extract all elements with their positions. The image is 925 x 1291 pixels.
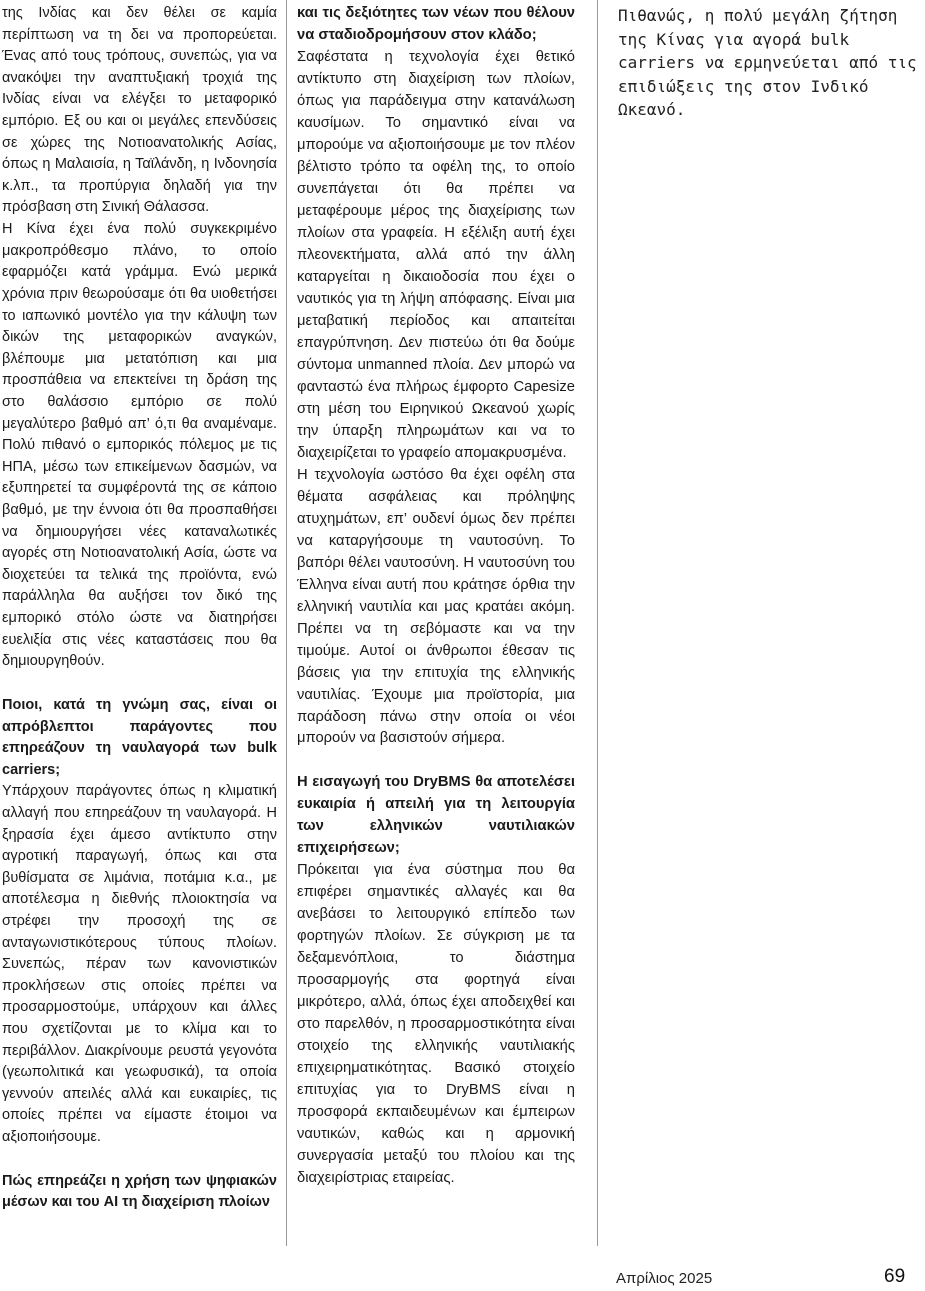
article-column-middle (297, 3, 575, 1190)
column-divider (597, 0, 598, 1246)
pull-quote: Πιθανώς, η πολύ μεγάλη ζήτηση της Κίνας για αγορά bulk carriers να ερμηνεύεται από τις επιδιώξεις της στον Ινδικό Ωκεανό. (618, 6, 917, 119)
interview-question: Η εισαγωγή του DryBMS θα αποτελέσει ευκαιρία ή απειλή για τη λειτουργία των ελληνικών ναυτιλιακών επιχειρήσεων; (297, 774, 575, 857)
column-divider (286, 0, 287, 1246)
paragraph: Η Κίνα έχει ένα πολύ συγκεκριμένο μακροπρόθεσμο πλάνο, το οποίο εφαρμόζει κατά γράμμα. Ενώ μερικά χρόνια πριν θεωρούσαμε ότι θα υιοθετήσει το ιαπωνικό μοντέλο για την κάλυψη των δικών της μεταφορικών αναγκών, βλέπουμε μια μετατόπιση και μια προσπάθεια να επεκτείνει τη δράση της στο θαλάσσιο εμπόριο σε πολύ μεγαλύτερο βαθμό απ’ ό,τι θα αναμέναμε. Πολύ πιθανό ο εμπορικός πόλεμος με τις ΗΠΑ, μέσω των επικείμενων δασμών, να εξυπηρετεί τα συμφέροντά της σε κάποιο βαθμό, με την έννοια ότι θα προσπαθήσει να δημιουργήσει νέες καταναλωτικές αγορές στη Νοτιοανατολική Ασία, ώστε να διοχετεύει τα τελικά της προϊόντα, ενώ παράλληλα θα αυξήσει τον δικό της εμπορικό στόλο ώστε να διατηρήσει ευελιξία στις νέες καταστάσεις που θα δημιουργηθούν. (2, 221, 277, 670)
paragraph: Η τεχνολογία ωστόσο θα έχει οφέλη στα θέματα ασφάλειας και πρόληψης ατυχημάτων, επ’ ουδενί όμως δεν πρέπει να καταργήσουμε τη ναυτοσύνη. Το βαπόρι θέλει ναυτοσύνη. Η ναυτοσύνη του Έλληνα είναι αυτή που κράτησε όρθια την ελληνική ναυτιλία και μας κρατάει ακόμη. Πρέπει να τη σεβόμαστε και να την τιμούμε. Αυτοί οι άνθρωποι έθεσαν τις βάσεις για την επιτυχία της ελληνικής ναυτιλίας. Έχουμε μια προϊστορία, μια παράδοση πάνω στην οποία οι νέοι μπορούν να βασιστούν σήμερα. (297, 466, 575, 747)
footer-issue-date: Απρίλιος 2025 (616, 1270, 713, 1287)
paragraph: της Ινδίας και δεν θέλει σε καμία περίπτωση να τη δει να προπορεύεται. Ένας από τους τρόπους, συνεπώς, για να ανακόψει την αναπτυξιακή τροχιά της Ινδίας είναι να ελέγξει το μεταφορικό εμπόριο. Εξ ου και οι μεγάλες επενδύσεις σε χώρες της Νοτιοανατολικής Ασίας, όπως η Μαλαισία, η Ταϊλάνδη, η Ινδονησία κ.λπ., τα προπύργια δηλαδή για την πρόσβαση στη Σινική Θάλασσα. (2, 5, 277, 216)
paragraph: Σαφέστατα η τεχνολογία έχει θετικό αντίκτυπο στη διαχείριση των πλοίων, όπως για παράδειγμα στην κατανάλωση καυσίμων. Το σημαντικό είναι να μπορούμε να αξιοποιήσουμε με τον πλέον βέλτιστο τρόπο τα οφέλη της, το οποίο συνεπάγεται ότι θα πρέπει να μεταφέρουμε μέρος της διαχείρισης των πλοίων στα γραφεία. Η εξέλιξη αυτή έχει πλεονεκτήματα, αλλά από την άλλη καταργείται η δικαιοδοσία που έχει ο ναυτικός για τη λήψη απόφασης. Είναι μια μεταβατική περίοδος και απαιτείται επαγρύπνηση. Δεν πιστεύω ότι θα δούμε σύντομα unmanned πλοία. Δεν μπορώ να φανταστώ ένα πλήρως έμφορτο Capesize στη μέση του Ειρηνικού Ωκεανού χωρίς την ύπαρξη πληρωμάτων και να το διαχειρίζεται το γραφείο απομακρυσμένα. (297, 48, 575, 461)
paragraph: Πρόκειται για ένα σύστημα που θα επιφέρει σημαντικές αλλαγές και θα ανεβάσει το λειτουργικό επίπεδο των φορτηγών πλοίων. Σε σύγκριση με τα δεξαμενόπλοια, το διάστημα προσαρμογής στα φορτηγά είναι μικρότερο, αλλά, όπως έχει αποδειχθεί και στο παρελθόν, η προσαρμοστικότητα είναι στοιχείο της ελληνικής ναυτιλιακής επιχειρηματικότητας. Βασικό στοιχείο επιτυχίας για το DryBMS είναι η προσφορά εκπαιδευμένων και έμπειρων ναυτικών, καθώς και η αρμονική συνεργασία μεταξύ του πλοίου και της διαχειρίστριας εταιρείας. (297, 862, 575, 1187)
paragraph: Υπάρχουν παράγοντες όπως η κλιματική αλλαγή που επηρεάζουν τη ναυλαγορά. Η ξηρασία έχει άμεσο αντίκτυπο στην αγροτική παραγωγή, όπως και στα βυθίσματα σε λιμάνια, ποτάμια κ.α., με αποτέλεσμα η διεθνής πλοιοκτησία να στρέφει την προσοχή της σε ανταγωνιστικότερους τύπους πλοίων. Συνεπώς, πέραν των κανονιστικών προκλήσεων στις οποίες πρέπει να προσαρμοστούμε, υπάρχουν και άλλες που σχετίζονται με το κλίμα και το περιβάλλον. Διακρίνουμε ρευστά γεγονότα (γεωπολιτικά και γεωφυσικά), τα οποία γεννούν απειλές αλλά και ευκαιρίες, τις οποίες πρέπει να είμαστε έτοιμοι να αξιοποιήσουμε. (2, 783, 277, 1146)
page-number: 69 (884, 1266, 906, 1287)
interview-question: Πώς επηρεάζει η χρήση των ψηφιακών μέσων και του AI τη διαχείριση πλοίων (2, 1172, 277, 1211)
interview-question: Ποιοι, κατά τη γνώμη σας, είναι οι απρόβλεπτοι παράγοντες που επηρεάζουν τη ναυλαγορά των bulk carriers; (2, 696, 277, 778)
article-column-left (2, 3, 277, 1214)
interview-question-continued: και τις δεξιότητες των νέων που θέλουν να σταδιοδρομήσουν στον κλάδο; (297, 5, 575, 43)
